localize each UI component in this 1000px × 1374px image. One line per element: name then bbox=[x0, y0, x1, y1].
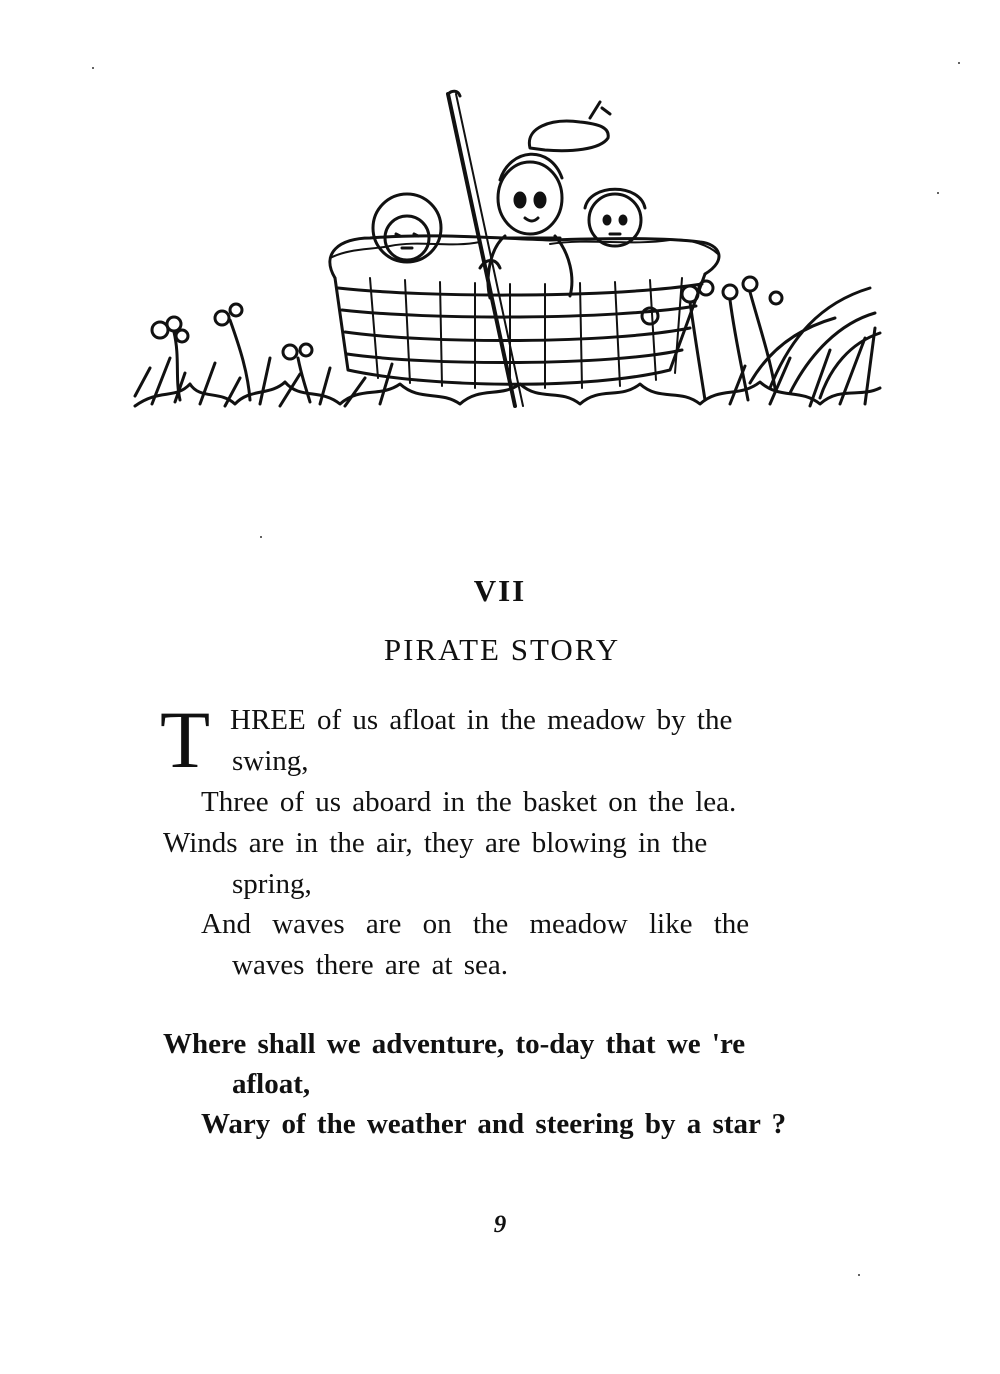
poem-line: waves there are at sea. bbox=[232, 949, 509, 981]
children-in-basket-illustration bbox=[130, 88, 885, 410]
print-speck bbox=[858, 1274, 860, 1276]
poem-title: PIRATE STORY bbox=[383, 632, 621, 667]
poem-line: swing, bbox=[232, 745, 309, 777]
print-speck bbox=[958, 62, 960, 64]
poem-line: Where shall we adventure, to-day that we 're bbox=[163, 1028, 746, 1060]
poem-line: afloat, bbox=[232, 1068, 311, 1100]
poem-line: And waves are on the meadow like the bbox=[201, 908, 750, 940]
print-speck bbox=[260, 536, 262, 538]
poem-line: Wary of the weather and steering by a star ? bbox=[201, 1108, 787, 1140]
poem-line: Winds are in the air, they are blowing in the bbox=[163, 827, 708, 859]
page-number: 9 bbox=[493, 1211, 507, 1238]
poem-line: HREE of us afloat in the meadow by the bbox=[230, 704, 733, 736]
poem-line: spring, bbox=[232, 868, 312, 900]
print-speck bbox=[937, 192, 939, 194]
chapter-number: VII bbox=[473, 573, 527, 608]
poem-line: Three of us aboard in the basket on the lea. bbox=[201, 786, 737, 818]
drop-cap: T bbox=[160, 694, 211, 785]
print-speck bbox=[92, 67, 94, 69]
